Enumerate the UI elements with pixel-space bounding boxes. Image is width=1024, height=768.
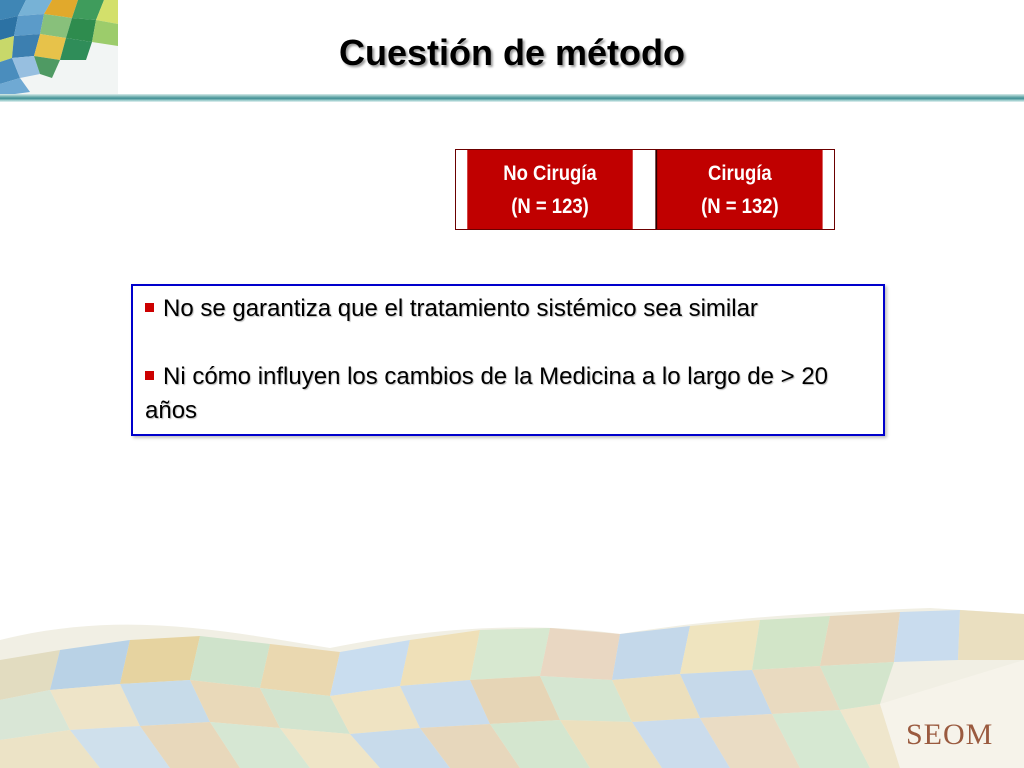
slide-title: Cuestión de método (338, 32, 685, 73)
bullet-item (145, 292, 871, 326)
table-header-label: Cirugía (708, 161, 772, 185)
seom-brand-logo: SEOM (906, 718, 994, 751)
mosaic-footer-image (0, 600, 1024, 768)
table-header-n: (N = 132) (701, 194, 779, 218)
bullet-item (145, 360, 871, 428)
table-header-cirugia (655, 150, 822, 229)
comparison-table-header (455, 149, 835, 230)
table-header-n: (N = 123) (511, 194, 589, 218)
title-divider (0, 94, 1024, 102)
square-bullet-icon (145, 303, 154, 312)
table-header-no-cirugia (467, 150, 632, 229)
square-bullet-icon (145, 371, 154, 380)
bullet-text: Ni cómo influyen los cambios de la Medicina a lo largo de > 20 años (145, 363, 829, 424)
bullet-text: No se garantiza que el tratamiento sistémico sea similar (163, 295, 758, 322)
bullet-box (131, 284, 885, 436)
table-header-label: No Cirugía (503, 161, 597, 185)
